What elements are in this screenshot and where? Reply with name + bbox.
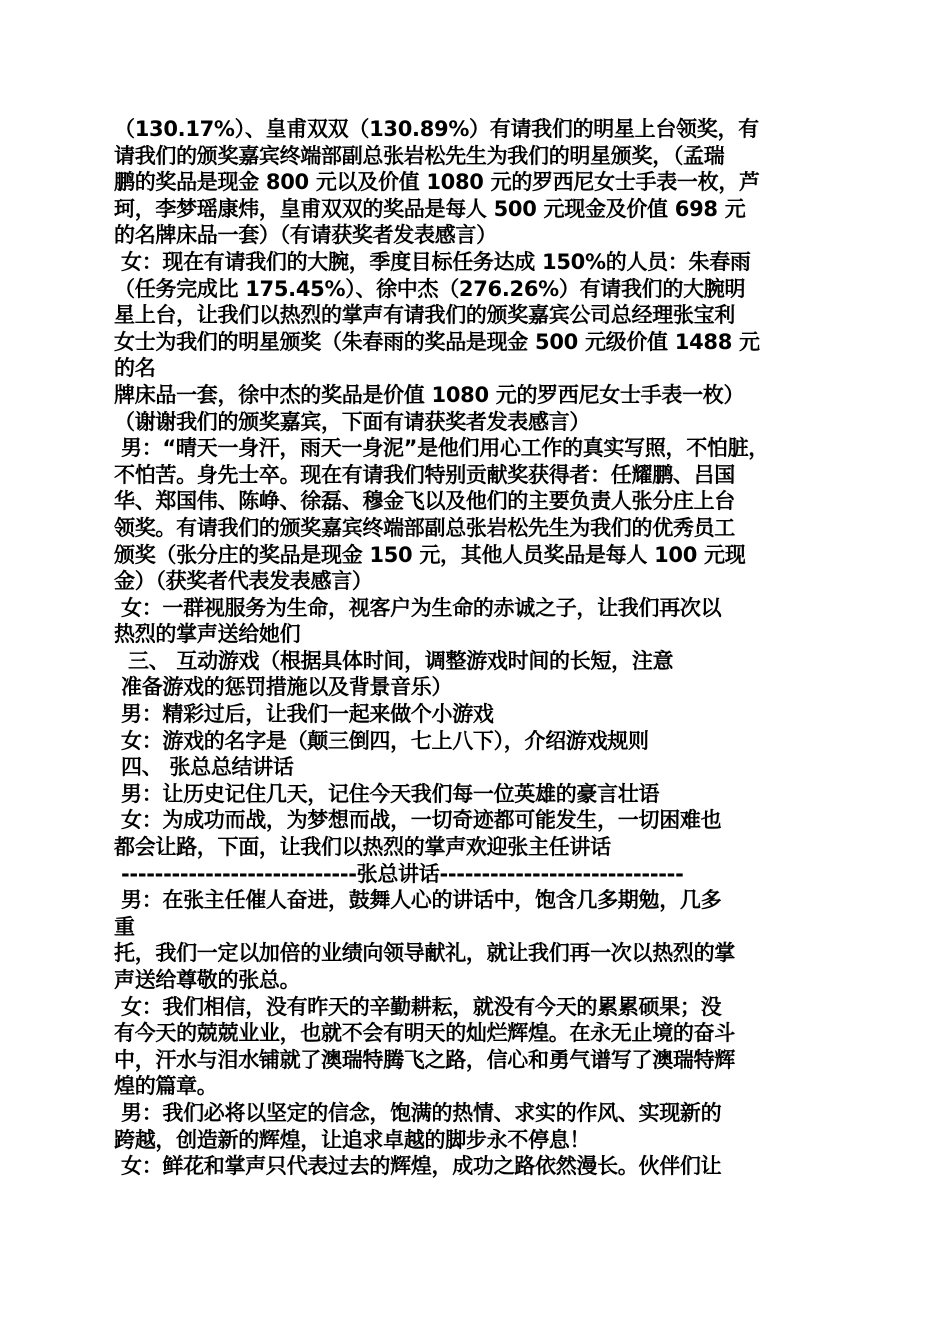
text-line: 鹏的奖品是现金 800 元以及价值 1080 元的罗西尼女士手表一枚，芦 bbox=[114, 170, 760, 195]
text-line: 托，我们一定以加倍的业绩向领导献礼，就让我们再一次以热烈的掌 bbox=[114, 941, 735, 966]
text-line: （130.17%）、皇甫双双（130.89%）有请我们的明星上台领奖，有 bbox=[114, 117, 759, 141]
text-line: 准备游戏的惩罚措施以及背景音乐） bbox=[114, 675, 453, 700]
text-line: 热烈的掌声送给她们 bbox=[114, 622, 301, 647]
text-line: 女士为我们的明星颁奖（朱春雨的奖品是现金 500 元级价值 1488 元 bbox=[114, 329, 760, 354]
text-line: 的名牌床品一套）（有请获奖者发表感言） bbox=[114, 223, 497, 248]
text-line: 请我们的颁奖嘉宾终端部副总张岩松先生为我们的明星颁奖，（孟瑞 bbox=[114, 143, 725, 168]
text-line: 星上台，让我们以热烈的掌声有请我们的颁奖嘉宾公司总经理张宝利 bbox=[114, 303, 735, 328]
text-line: 有今天的兢兢业业，也就不会有明天的灿烂辉煌。在永无止境的奋斗 bbox=[114, 1021, 735, 1046]
text-line: 男：在张主任催人奋进，鼓舞人心的讲话中，饱含几多期勉，几多 bbox=[114, 888, 722, 913]
text-line: 跨越，创造新的辉煌，让追求卓越的脚步永不停息！ bbox=[114, 1127, 591, 1152]
divider-line: ----------------------------张总讲话----------------------------- bbox=[114, 861, 684, 886]
text-line: 的名 bbox=[114, 356, 156, 381]
text-line: 牌床品一套，徐中杰的奖品是价值 1080 元的罗西尼女士手表一枚） bbox=[114, 382, 745, 407]
text-line: 颁奖（张分庄的奖品是现金 150 元，其他人员奖品是每人 100 元现 bbox=[114, 542, 746, 567]
text-line: 重 bbox=[114, 914, 135, 939]
text-line: 男：“晴天一身汗，雨天一身泥”是他们用心工作的真实写照，不怕脏， bbox=[114, 436, 770, 461]
text-line: 不怕苦。身先士卒。现在有请我们特别贡献奖获得者：任耀鹏、吕国 bbox=[114, 462, 735, 487]
text-line: 珂，李梦瑶康炜，皇甫双双的奖品是每人 500 元现金及价值 698 元 bbox=[114, 196, 746, 221]
text-line: 女：现在有请我们的大腕，季度目标任务达成 150%的人员：朱春雨 bbox=[114, 249, 751, 274]
text-line: 男：我们必将以坚定的信念，饱满的热情、求实的作风、实现新的 bbox=[114, 1100, 722, 1125]
text-line: 女：一群视服务为生命，视客户为生命的赤诚之子，让我们再次以 bbox=[114, 595, 722, 620]
text-line: 女：游戏的名字是（颠三倒四，七上八下），介绍游戏规则 bbox=[114, 728, 649, 753]
text-line: 男：精彩过后，让我们一起来做个小游戏 bbox=[114, 702, 494, 727]
script-text-body bbox=[114, 116, 854, 1180]
text-line: 女：鲜花和掌声只代表过去的辉煌，成功之路依然漫长。伙伴们让 bbox=[114, 1154, 722, 1179]
text-line: 都会让路，下面，让我们以热烈的掌声欢迎张主任讲话 bbox=[114, 835, 611, 860]
text-line: 女：为成功而战，为梦想而战，一切奇迹都可能发生，一切困难也 bbox=[114, 808, 722, 833]
text-line: 领奖。有请我们的颁奖嘉宾终端部副总张岩松先生为我们的优秀员工 bbox=[114, 515, 735, 540]
text-line: 声送给尊敬的张总。 bbox=[114, 968, 301, 992]
text-line: （任务完成比 175.45%）、徐中杰（276.26%）有请我们的大腕明 bbox=[114, 276, 746, 301]
text-line: 华、郑国伟、陈峥、徐磊、穆金飞以及他们的主要负责人张分庄上台 bbox=[114, 489, 735, 514]
text-line: 煌的篇章。 bbox=[114, 1074, 218, 1099]
text-line: 中，汗水与泪水铺就了澳瑞特腾飞之路，信心和勇气谱写了澳瑞特辉 bbox=[114, 1047, 735, 1072]
text-line: 男：让历史记住几天，记住今天我们每一位英雄的豪言壮语 bbox=[114, 781, 660, 806]
text-line: 女：我们相信，没有昨天的辛勤耕耘，就没有今天的累累硕果；没 bbox=[114, 994, 722, 1019]
text-line: 金）（获奖者代表发表感言） bbox=[114, 569, 373, 594]
section-heading: 三、 互动游戏（根据具体时间，调整游戏时间的长短，注意 bbox=[114, 648, 674, 673]
text-line: （谢谢我们的颁奖嘉宾，下面有请获奖者发表感言） bbox=[114, 409, 591, 434]
section-heading: 四、 张总总结讲话 bbox=[114, 755, 294, 780]
